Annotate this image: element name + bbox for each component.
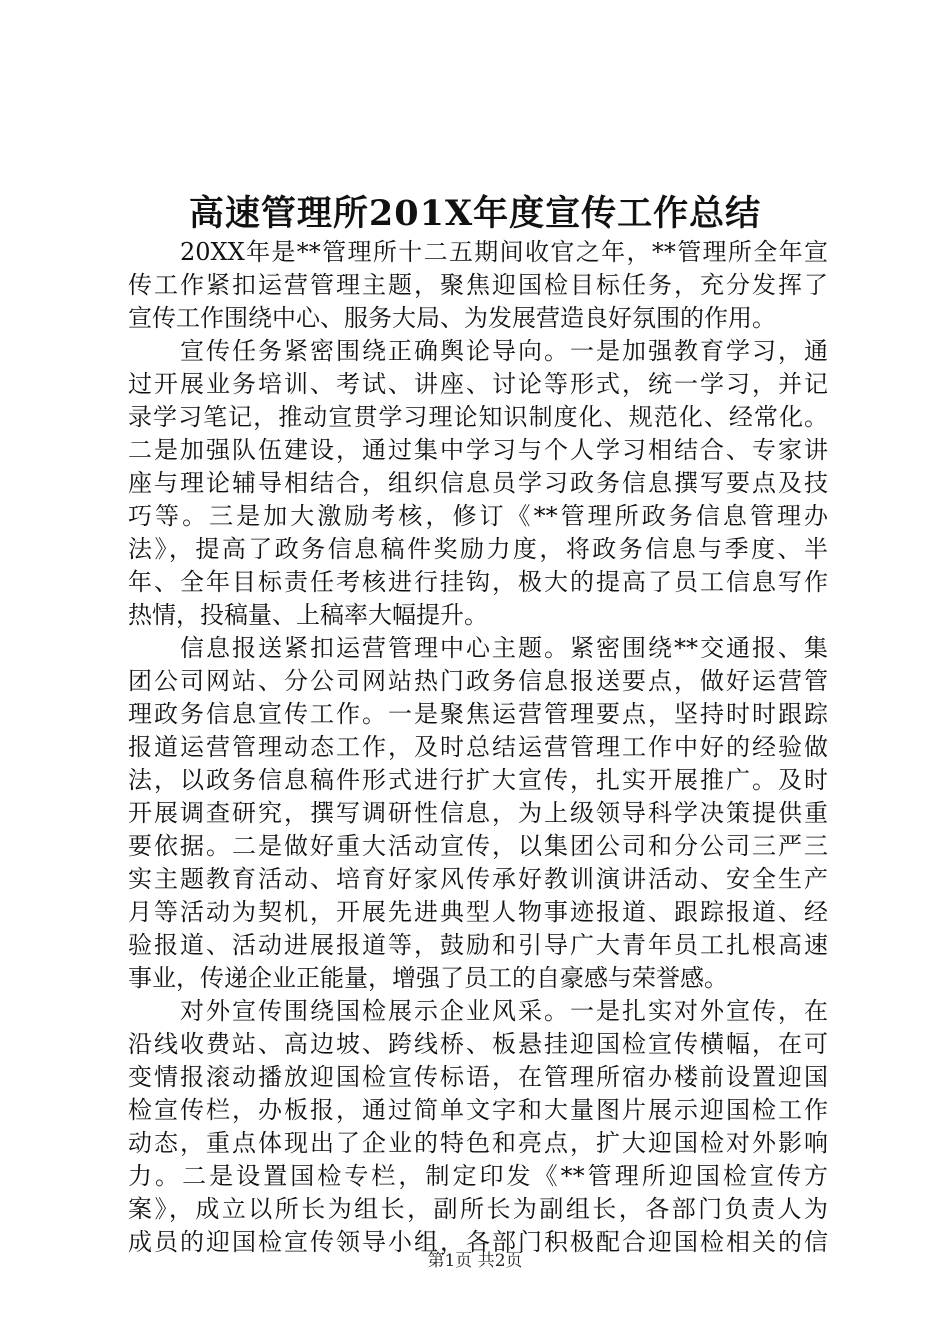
document-title: 高速管理所201X年度宣传工作总结: [188, 193, 762, 234]
body-line: 20XX年是**管理所十二五期间收官之年，**管理所全年宣: [180, 238, 828, 266]
body-line: 沿线收费站、高边坡、跨线桥、板悬挂迎国检宣传横幅，在可: [128, 1030, 828, 1058]
body-line: 力。二是设置国检专栏，制定印发《**管理所迎国检宣传方: [128, 1162, 828, 1190]
body-line: 宣传工作围绕中心、服务大局、为发展营造良好氛围的作用。: [128, 304, 776, 332]
body-line: 法，以政务信息稿件形式进行扩大宣传，扎实开展推广。及时: [128, 766, 828, 794]
body-line: 巧等。三是加大激励考核，修订《**管理所政务信息管理办: [128, 502, 828, 530]
body-line: 开展调查研究，撰写调研性信息，为上级领导科学决策提供重: [128, 799, 828, 827]
body-line: 检宣传栏，办板报，通过简单文字和大量图片展示迎国检工作: [128, 1096, 828, 1124]
body-line: 成员的迎国检宣传领导小组，各部门积极配合迎国检相关的信: [128, 1228, 828, 1256]
body-line: 动态，重点体现出了企业的特色和亮点，扩大迎国检对外影响: [128, 1129, 828, 1157]
body-line: 实主题教育活动、培育好家风传承好教训演讲活动、安全生产: [128, 865, 828, 893]
body-line: 团公司网站、分公司网站热门政务信息报送要点，做好运营管: [128, 667, 828, 695]
body-line: 宣传任务紧密围绕正确舆论导向。一是加强教育学习，通: [180, 337, 828, 365]
body-line: 变情报滚动播放迎国检宣传标语，在管理所宿办楼前设置迎国: [128, 1063, 828, 1091]
body-line: 年、全年目标责任考核进行挂钩，极大的提高了员工信息写作: [128, 568, 828, 596]
body-line: 报道运营管理动态工作，及时总结运营管理工作中好的经验做: [128, 733, 828, 761]
body-line: 月等活动为契机，开展先进典型人物事迹报道、跟踪报道、经: [128, 898, 828, 926]
body-line: 法》，提高了政务信息稿件奖励力度，将政务信息与季度、半: [128, 535, 828, 563]
body-line: 信息报送紧扣运营管理中心主题。紧密围绕**交通报、集: [180, 634, 828, 662]
body-line: 事业，传递企业正能量，增强了员工的自豪感与荣誉感。: [128, 964, 728, 992]
body-line: 传工作紧扣运营管理主题，聚焦迎国检目标任务，充分发挥了: [128, 271, 828, 299]
document-body: [128, 236, 828, 1259]
body-line: 过开展业务培训、考试、讲座、讨论等形式，统一学习，并记: [128, 370, 828, 398]
body-line: 理政务信息宣传工作。一是聚焦运营管理要点，坚持时时跟踪: [128, 700, 828, 728]
body-line: 二是加强队伍建设，通过集中学习与个人学习相结合、专家讲: [128, 436, 828, 464]
body-line: 要依据。二是做好重大活动宣传，以集团公司和分公司三严三: [128, 832, 828, 860]
body-line: 热情，投稿量、上稿率大幅提升。: [128, 601, 488, 629]
page-number-footer: 第1页 共2页: [427, 1251, 523, 1271]
body-line: 对外宣传围绕国检展示企业风采。一是扎实对外宣传，在: [180, 997, 828, 1025]
body-line: 案》，成立以所长为组长，副所长为副组长，各部门负责人为: [128, 1195, 828, 1223]
body-line: 座与理论辅导相结合，组织信息员学习政务信息撰写要点及技: [128, 469, 828, 497]
body-line: 录学习笔记，推动宣贯学习理论知识制度化、规范化、经常化。: [128, 403, 828, 431]
body-line: 验报道、活动进展报道等，鼓励和引导广大青年员工扎根高速: [128, 931, 828, 959]
